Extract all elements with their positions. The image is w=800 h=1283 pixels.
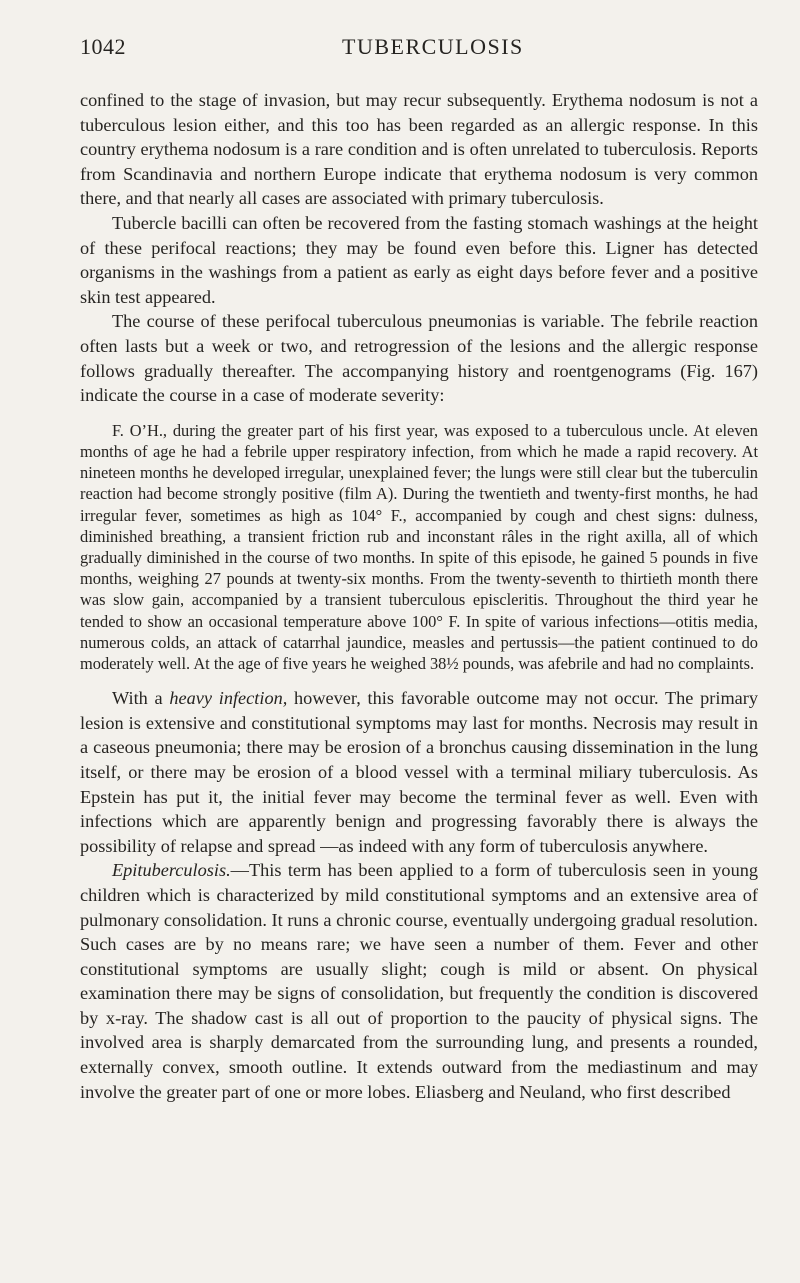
paragraph-erythema-nodosum: confined to the stage of invasion, but may recur subsequently. Erythema nodosum is not a tuberculous lesion either, and this too has been regarded as an allergic response. In this country erythema nodosum is a rare condition and is often unrelated to tuberculosis. Reports from Scandinavia and northern Europe indicate that erythema nodosum is very common there, and that nearly all cases are associated with primary tuberculosis. — [80, 90, 758, 209]
paragraph-tubercle-bacilli: Tubercle bacilli can often be recovered from the fasting stomach washings at the height of these perifocal reactions; they may be found even before this. Ligner has detected organisms in the washings from a patient as early as eight days before fever and a positive skin test appeared. — [80, 212, 758, 307]
paragraph-body-text: —This term has been applied to a form of tuberculosis seen in young children which is characterized by mild constitutional symptoms and an extensive area of pulmonary consolidation. It runs a chronic course, eventually undergoing gradual resolution. Such cases are by no means rare; we have seen a number of them. Fever and other constitutional symptoms are usually slight; cough is mild or absent. On physical examination there may be signs of consolidation, but frequently the condition is discovered by x-ray. The shadow cast is all out of proportion to the paucity of physical signs. The involved area is sharply demarcated from the surrounding lung, and presents a rounded, externally convex, smooth outline. It extends outward from the mediastinum and may involve the greater part of one or more lobes. Eliasberg and Neuland, who first described — [80, 860, 758, 1102]
running-head — [80, 34, 758, 68]
italic-term-heavy-infection: heavy infection, — [169, 688, 288, 709]
case-report: F. O’H., during the greater part of his first year, was exposed to a tuberculous uncle. At eleven months of age he had a febrile upper respiratory infection, from which he made a rapid recovery. At nineteen months he developed irregular, unexplained fever; the lungs were still clear but the tuberculin reaction had become strongly positive (film A). During the twentieth and twenty-first months, he had irregular fever, sometimes as high as 104° F., accompanied by cough and chest signs: dulness, diminished breathing, a transient friction rub and inconstant râles in the right axilla, all of which gradually diminished in the course of two months. In spite of this episode, he gained 5 pounds in five months, weighing 27 pounds at twenty-six months. From the twenty-seventh to thirtieth month there was slow gain, accompanied by a transient tuberculous episcleritis. Throughout the third year he tended to show an occasional temperature above 100° F. In spite of various infections—otitis media, numerous colds, an attack of catarrhal jaundice, measles and pertussis—the patient continued to do moderately well. At the age of five years he weighed 38½ pounds, was afebrile and had no complaints. — [80, 420, 758, 673]
paragraph-lead-text: With a — [112, 688, 170, 709]
paragraph-course: The course of these perifocal tuberculous pneumonias is variable. The febrile reaction often lasts but a week or two, and retrogression of the lesions and the allergic response follows gradually thereafter. The accompanying history and roentgenograms (Fig. 167) indicate the course in a case of moderate severity: — [80, 311, 758, 406]
section-term-epituberculosis: Epituberculosis. — [112, 860, 231, 881]
page-number: 1042 — [80, 34, 126, 59]
paragraph-epituberculosis — [80, 858, 758, 1104]
paragraph-heavy-infection — [80, 686, 758, 858]
running-title: TUBERCULOSIS — [342, 34, 524, 59]
paragraph-body-text: however, this favorable outcome may not occur. The primary lesion is extensive and constitutional symptoms may last for months. Necrosis may result in a caseous pneumonia; there may be erosion of a bronchus causing dissemination in the lung itself, or there may be erosion of a blood vessel with a terminal miliary tuberculosis. As Epstein has put it, the initial fever may become the terminal fever as well. Even with infections which are apparently benign and progressing favorably there is always the possibility of relapse and spread —as indeed with any form of tuberculosis anywhere. — [80, 688, 759, 856]
